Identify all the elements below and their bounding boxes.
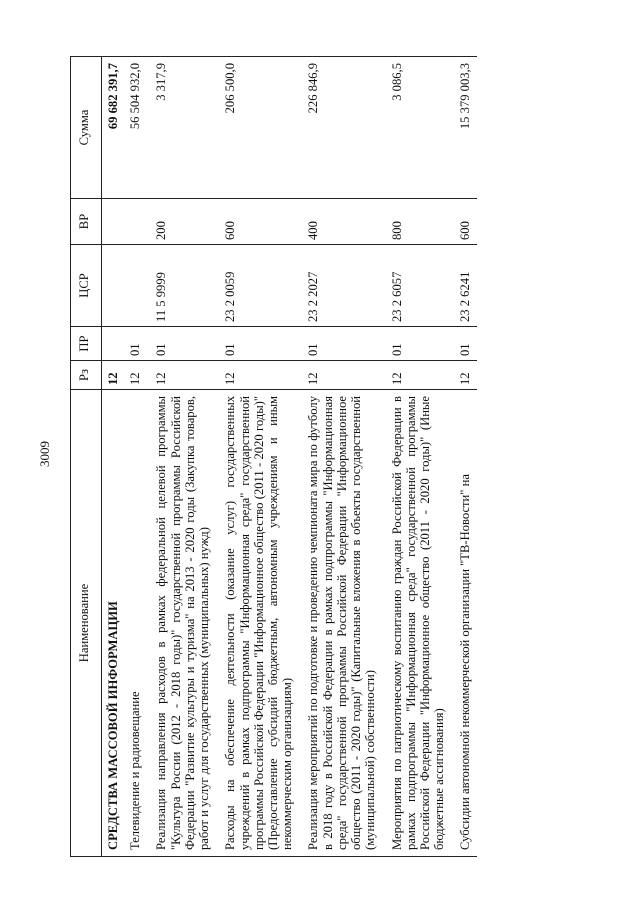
row-pr: 01 [382, 327, 451, 361]
rotated-table-container [70, 57, 610, 857]
row-rz: 12 [382, 361, 451, 390]
budget-table [70, 56, 477, 857]
row-rz: 12 [124, 361, 146, 390]
table-row [124, 57, 146, 857]
row-rz: 12 [146, 361, 215, 390]
row-sum: 3 086,5 [382, 57, 451, 199]
row-rz: 12 [215, 361, 298, 390]
row-pr: 01 [124, 327, 146, 361]
row-rz: 12 [102, 361, 125, 390]
row-sum: 69 682 391,7 [102, 57, 125, 199]
row-vr [124, 199, 146, 245]
page-number: 3009 [37, 441, 52, 467]
row-sum: 56 504 932,0 [124, 57, 146, 199]
row-sum: 15 379 003,3 [450, 57, 476, 199]
table-header-row [71, 57, 102, 857]
table-row [298, 57, 381, 857]
row-name: Реализация мероприятий по подготовке и проведению чемпионата мира по футболу в 2018 году в Российской Федерации в рамках подпрограммы "Информационная среда" государственной программы Российской Федерации "Информационное общество (2011 - 2020 годы)" (Капитальные вложения в объекты государственной (муниципальной) собственности) [298, 390, 381, 857]
header-pr: ПР [71, 327, 102, 361]
table-row [102, 57, 125, 857]
table-row [215, 57, 298, 857]
row-rz: 12 [450, 361, 476, 390]
row-vr: 600 [450, 199, 476, 245]
row-pr: 01 [450, 327, 476, 361]
header-vr: ВР [71, 199, 102, 245]
row-sum: 3 317,9 [146, 57, 215, 199]
row-vr [102, 199, 125, 245]
row-name: СРЕДСТВА МАССОВОЙ ИНФОРМАЦИИ [102, 390, 125, 857]
row-name: Мероприятия по патриотическому воспитанию граждан Российской Федерации в рамках подпрограммы "Информационная среда" государственной программы Российской Федерации "Информационное общество (2011 - 2020 годы)" (Иные бюджетные ассигнования) [382, 390, 451, 857]
row-sum: 206 500,0 [215, 57, 298, 199]
table-row [146, 57, 215, 857]
row-csr: 23 2 6057 [382, 245, 451, 327]
row-csr: 11 5 9999 [146, 245, 215, 327]
row-name: Реализация направления расходов в рамках федеральной целевой программы "Культура России (2012 - 2018 годы)" государственной программы Российской Федерации "Развитие культуры и туризма" на 2013 - 2020 годы (Закупка товаров, работ и услуг для государственных (муниципальных) нужд) [146, 390, 215, 857]
row-pr [102, 327, 125, 361]
row-vr: 200 [146, 199, 215, 245]
row-name: Расходы на обеспечение деятельности (оказание услуг) государственных учреждений в рамках подпрограммы "Информационная среда" государственной программы Российской Федерации "Информационное общество (2011 - 2020 годы)" (Предоставление субсидий бюджетным, автономным учреждениям и иным некоммерческим организациям) [215, 390, 298, 857]
row-csr: 23 2 6241 [450, 245, 476, 327]
row-csr: 23 2 2027 [298, 245, 381, 327]
table-row [382, 57, 451, 857]
row-sum: 226 846,9 [298, 57, 381, 199]
row-pr: 01 [298, 327, 381, 361]
row-name: Субсидии автономной некоммерческой организации "ТВ-Новости" на [450, 390, 476, 857]
header-rz: Рз [71, 361, 102, 390]
header-csr: ЦСР [71, 245, 102, 327]
row-vr: 400 [298, 199, 381, 245]
row-csr: 23 2 0059 [215, 245, 298, 327]
row-vr: 600 [215, 199, 298, 245]
row-rz: 12 [298, 361, 381, 390]
row-vr: 800 [382, 199, 451, 245]
row-name: Телевидение и радиовещание [124, 390, 146, 857]
row-csr [102, 245, 125, 327]
row-pr: 01 [215, 327, 298, 361]
row-pr: 01 [146, 327, 215, 361]
header-name: Наименование [71, 390, 102, 857]
header-sum: Сумма [71, 57, 102, 199]
table-row [450, 57, 476, 857]
row-csr [124, 245, 146, 327]
